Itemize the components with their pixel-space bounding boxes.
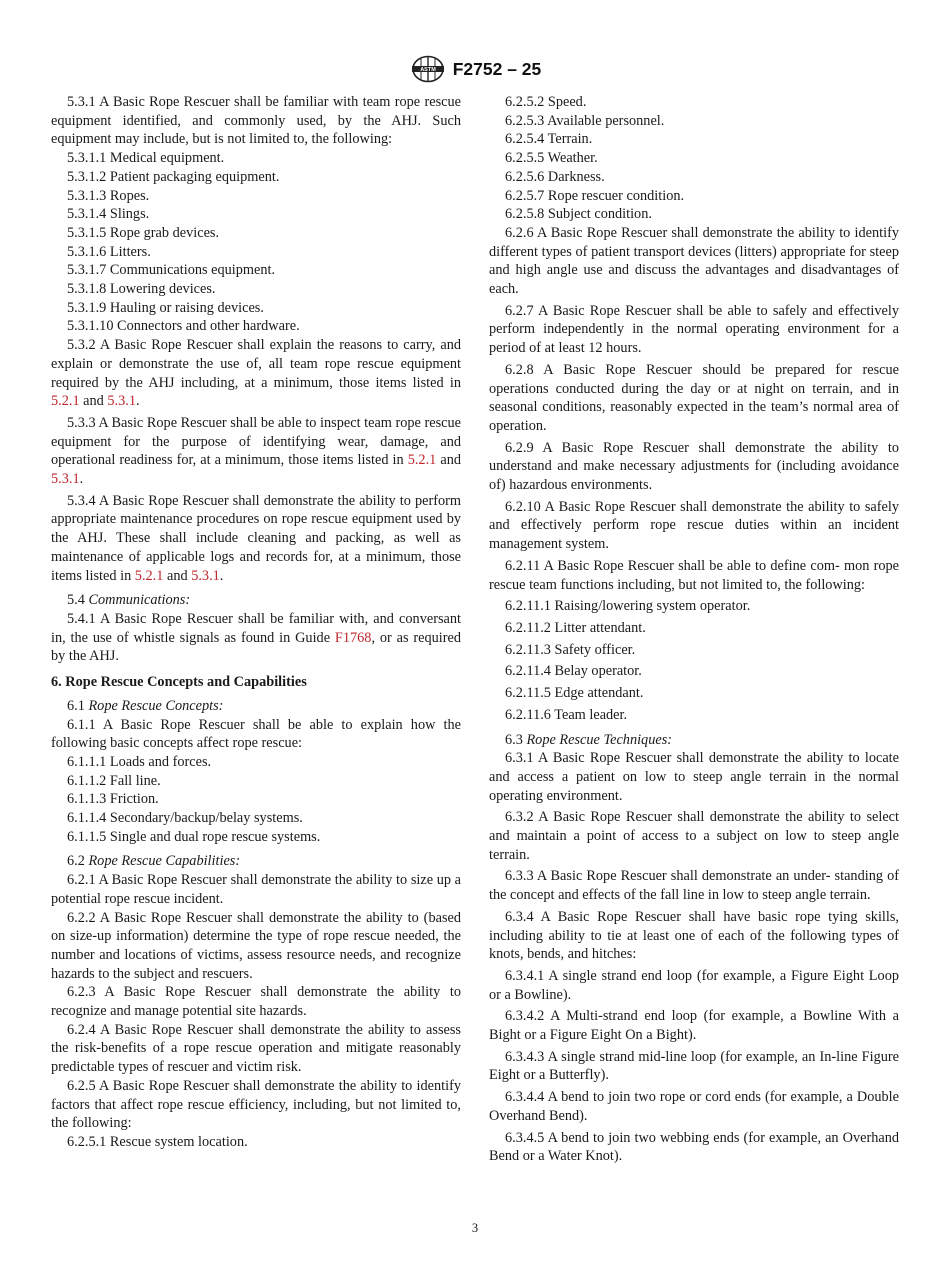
paragraph-text: 5.3.4 A Basic Rope Rescuer shall demonstrate the ability to perform appropriate maintenance procedures on rope rescue equipment used by the AHJ. These shall include cleaning and packing, as well as maintenance of applicable logs and records for, at a minimum, those items listed in	[51, 492, 461, 584]
paragraph-6-3-4-3: 6.3.4.3 A single strand mid-line loop (for example, an In-line Figure Eight or a Butterfly).	[489, 1048, 899, 1084]
section-6-heading: 6. Rope Rescue Concepts and Capabilities	[51, 674, 307, 691]
page-header	[0, 56, 950, 82]
list-item: 6.2.11.1 Raising/lowering system operator.	[505, 598, 751, 615]
conjunction: and	[83, 393, 104, 410]
list-item: 5.3.1.6 Litters.	[67, 243, 151, 260]
section-number: 6.1	[67, 697, 85, 714]
section-6-3-heading	[489, 731, 899, 750]
paragraph-6-3-4: 6.3.4 A Basic Rope Rescuer shall have basic rope tying skills, including ability to tie at least one of each of the following types of knots, bends, and hitches:	[489, 908, 899, 963]
list-item: 6.1.1.2 Fall line.	[67, 772, 161, 789]
paragraph-text: 5.3.2 A Basic Rope Rescuer shall explain the reasons to carry, and explain or demonstrate the use of, all team rope rescue equipment required by the AHJ including, at a minimum, those items listed in	[51, 337, 461, 391]
left-column	[51, 93, 461, 1152]
paragraph-6-3-4-2: 6.3.4.2 A Multi-strand end loop (for example, a Bowline With a Bight or a Figure Eight On a Bight).	[489, 1008, 899, 1044]
list-item: 5.3.1.5 Rope grab devices.	[67, 224, 220, 241]
paragraph-6-2-10: 6.2.10 A Basic Rope Rescuer shall demonstrate the ability to safely and effectively perform rope rescue duties within an incident management system.	[489, 498, 899, 553]
paragraph-6-3-4-1: 6.3.4.1 A single strand end loop (for example, a Figure Eight Loop or a Bowline).	[489, 967, 899, 1003]
paragraph-6-2-2: 6.2.2 A Basic Rope Rescuer shall demonstrate the ability to (based on size-up information) determine the type of rope rescue needed, the number and locations of victims, assess resource needs, and recognize hazards to the subject and rescuers.	[51, 909, 461, 982]
page-number: 3	[471, 1221, 479, 1235]
astm-logo	[409, 55, 447, 83]
list-item: 6.2.11.6 Team leader.	[505, 706, 628, 723]
period: .	[219, 567, 224, 584]
section-number: 6.3	[505, 731, 523, 748]
period: .	[79, 471, 84, 488]
list-item: 6.2.5.5 Weather.	[505, 150, 598, 167]
ref-link-5-2-1[interactable]: 5.2.1	[407, 452, 437, 469]
list-item: 5.3.1.10 Connectors and other hardware.	[67, 318, 300, 335]
list-item: 5.3.1.1 Medical equipment.	[67, 150, 225, 167]
paragraph-6-2-4: 6.2.4 A Basic Rope Rescuer shall demonstrate the ability to assess the risk-benefits of a rope rescue operation and mitigate reasonably predictable types of rescuer and victim risk.	[51, 1021, 461, 1076]
conjunction: and	[440, 452, 461, 469]
paragraph-6-3-1: 6.3.1 A Basic Rope Rescuer shall demonstrate the ability to locate and access a patient on low to steep angle terrain in the normal operating environment.	[489, 750, 899, 804]
list-item: 6.2.11.5 Edge attendant.	[505, 685, 644, 702]
paragraph-6-2-5: 6.2.5 A Basic Rope Rescuer shall demonstrate the ability to identify factors that affect rope rescue efficiency, including, but not limited to, the following:	[51, 1077, 461, 1132]
list-item: 6.1.1.1 Loads and forces.	[67, 753, 212, 770]
paragraph-6-3-4-5: 6.3.4.5 A bend to join two webbing ends (for example, an Overhand Bend or a Water Knot).	[489, 1129, 899, 1165]
list-item: 6.2.5.3 Available personnel.	[505, 112, 665, 129]
list-item: 5.3.1.4 Slings.	[67, 206, 150, 223]
list-item: 6.2.5.8 Subject condition.	[505, 206, 652, 223]
standard-designation: F2752 – 25	[452, 58, 542, 79]
list-item: 6.2.5.1 Rescue system location.	[67, 1133, 248, 1150]
list-item: 6.1.1.4 Secondary/backup/belay systems.	[67, 810, 303, 827]
period: .	[136, 393, 140, 410]
paragraph-5-4-1	[51, 610, 461, 666]
paragraph-5-3-4	[51, 492, 461, 586]
list-item: 6.2.5.4 Terrain.	[505, 131, 593, 148]
right-column	[489, 93, 899, 1166]
list-item: 6.2.5.2 Speed.	[505, 94, 587, 110]
section-title: Rope Rescue Concepts:	[88, 697, 224, 714]
paragraph-text: 5.4.1 A Basic Rope Rescuer shall be familiar with, and conversant in, the use of whistle signals as found in Guide	[51, 610, 461, 646]
list-item: 6.2.11.4 Belay operator.	[505, 663, 642, 680]
ref-link-5-2-1[interactable]: 5.2.1	[134, 567, 164, 584]
conjunction: and	[166, 567, 188, 584]
list-item: 6.1.1.5 Single and dual rope rescue systems.	[67, 828, 321, 845]
paragraph-6-2-1: 6.2.1 A Basic Rope Rescuer shall demonstrate the ability to size up a potential rope rescue incident.	[51, 872, 461, 907]
paragraph-5-3-2	[51, 336, 461, 411]
paragraph-6-2-9: 6.2.9 A Basic Rope Rescuer shall demonstrate the ability to understand and make necessary adjustments for (including avoidance of) hazardous environments.	[489, 439, 899, 494]
section-6-2-heading	[51, 852, 461, 871]
paragraph-6-1-1: 6.1.1 A Basic Rope Rescuer shall be able to explain how the following basic concepts affect rope rescue:	[51, 716, 461, 752]
paragraph-5-3-3	[51, 414, 461, 489]
paragraph-6-2-11: 6.2.11 A Basic Rope Rescuer shall be able to define com- mon rope rescue team functions including, but not limited to, the following:	[489, 557, 899, 593]
paragraph-5-3-1: 5.3.1 A Basic Rope Rescuer shall be familiar with team rope rescue equipment identified, and commonly used, by the AHJ. Such equipment may include, but is not limited to, the following:	[51, 94, 461, 148]
list-item: 6.2.5.7 Rope rescuer condition.	[505, 187, 685, 204]
paragraph-6-3-3: 6.3.3 A Basic Rope Rescuer shall demonstrate an under- standing of the concept and effects of the fall line in low to steep angle terrain.	[489, 868, 899, 904]
paragraph-6-3-4-4: 6.3.4.4 A bend to join two rope or cord ends (for example, a Double Overhand Bend).	[489, 1089, 899, 1124]
paragraph-6-2-8: 6.2.8 A Basic Rope Rescuer should be prepared for rescue operations conducted during the day or at night on terrain, and in seasonal conditions, reasonably expected in the team’s normal area of operation.	[489, 361, 899, 434]
paragraph-6-3-2: 6.3.2 A Basic Rope Rescuer shall demonstrate the ability to select and maintain a point of access to a subject on low to steep angle terrain.	[489, 809, 899, 863]
paragraph-6-2-7: 6.2.7 A Basic Rope Rescuer shall be able to safely and effectively perform independently in the normal operating environment for a period of at least 12 hours.	[489, 302, 899, 357]
list-item: 5.3.1.9 Hauling or raising devices.	[67, 299, 264, 316]
section-title: Rope Rescue Techniques:	[526, 731, 673, 748]
ref-link-5-3-1[interactable]: 5.3.1	[191, 567, 220, 584]
ref-link-5-2-1[interactable]: 5.2.1	[51, 393, 80, 410]
ref-link-5-3-1[interactable]: 5.3.1	[107, 393, 136, 410]
list-item: 5.3.1.8 Lowering devices.	[67, 281, 216, 298]
paragraph-text: , or as required by the AHJ.	[51, 629, 461, 665]
list-item: 6.1.1.3 Friction.	[67, 791, 159, 808]
list-item: 5.3.1.2 Patient packaging equipment.	[67, 168, 280, 185]
ref-link-f1768[interactable]: F1768	[334, 629, 372, 646]
section-number: 6.2	[67, 853, 85, 870]
section-6-1-heading	[51, 697, 461, 716]
section-number: 5.4	[67, 592, 85, 609]
ref-link-5-3-1[interactable]: 5.3.1	[51, 471, 80, 488]
astm-logo-text: ASTM	[419, 67, 436, 73]
section-title: Rope Rescue Capabilities:	[88, 853, 241, 870]
paragraph-6-2-6: 6.2.6 A Basic Rope Rescuer shall demonstrate the ability to identify different types of patient transport devices (litters) appropriate for steep and high angle use and discuss the advantages and disadvantages of each.	[489, 224, 899, 298]
section-title: Communications:	[88, 592, 191, 609]
list-item: 5.3.1.7 Communications equipment.	[67, 262, 276, 279]
list-item: 6.2.11.3 Safety officer.	[505, 641, 636, 658]
paragraph-6-2-3: 6.2.3 A Basic Rope Rescuer shall demonstrate the ability to recognize and manage potential site hazards.	[51, 984, 461, 1020]
paragraph-text: 5.3.3 A Basic Rope Rescuer shall be able to inspect team rope rescue equipment for the purpose of identifying wear, damage, and operational readiness for, at a minimum, those items listed in	[51, 414, 461, 469]
section-5-4-heading	[51, 591, 461, 610]
list-item: 6.2.5.6 Darkness.	[505, 168, 605, 185]
list-item: 5.3.1.3 Ropes.	[67, 187, 150, 204]
list-item: 6.2.11.2 Litter attendant.	[505, 619, 646, 636]
